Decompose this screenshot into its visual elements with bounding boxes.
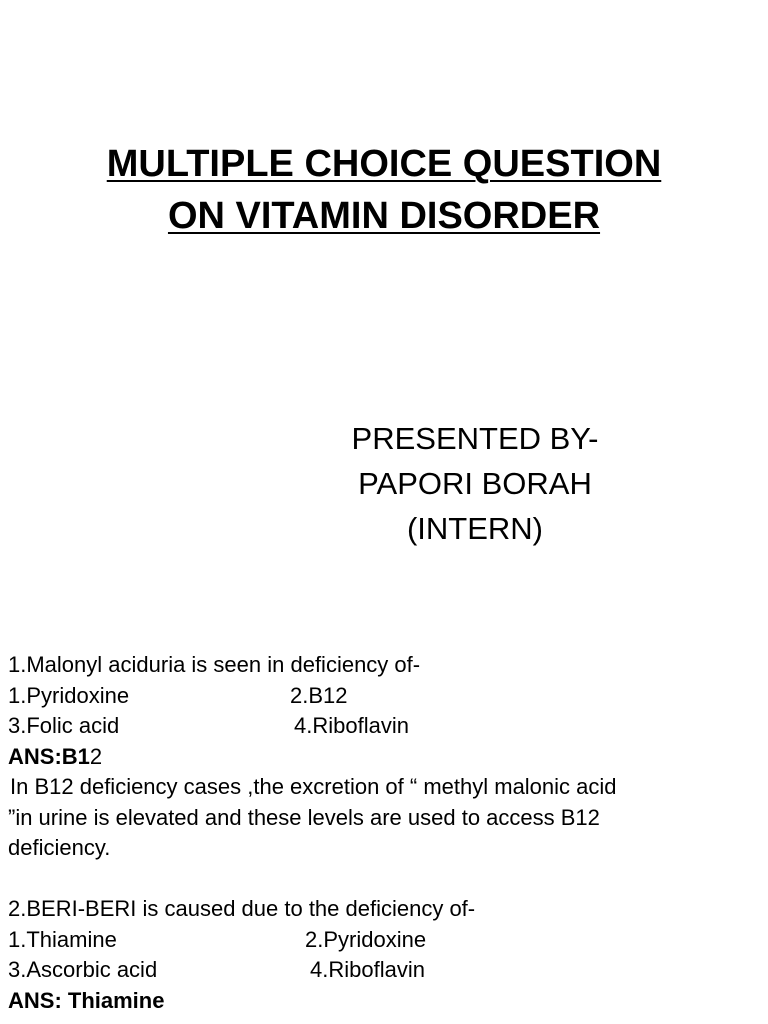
title-line-1: MULTIPLE CHOICE QUESTION (106, 143, 662, 185)
q2-option-4: 4.Riboflavin (310, 957, 425, 982)
question-2-text: 2.BERI-BERI is caused due to the deficiency of- (8, 896, 476, 921)
q2-option-2: 2.Pyridoxine (305, 926, 427, 952)
q1-explanation-line-2: ”in urine is elevated and these levels are used to access B12 (8, 804, 600, 830)
question-2-options-row-1 (8, 925, 760, 956)
slide-title (0, 138, 768, 242)
q1-option-2: 2.B12 (290, 682, 348, 708)
q1-option-3: 3.Folic acid (8, 713, 120, 738)
question-2-answer: ANS: Thiamine (8, 987, 165, 1013)
q2-option-3: 3.Ascorbic acid (8, 957, 158, 982)
presenter-name: PAPORI BORAH (358, 466, 592, 501)
presenter-role: (INTERN) (406, 511, 544, 546)
q1-answer-bold: ANS:B1 (8, 743, 90, 769)
question-1-options-row-1 (8, 681, 760, 712)
question-1-answer (8, 742, 760, 773)
q1-option-1: 1.Pyridoxine (8, 682, 130, 708)
spacer (8, 864, 760, 895)
question-1-options-row-2 (8, 711, 760, 742)
question-list (8, 650, 760, 1016)
presenter-block (300, 416, 650, 551)
question-2-options-row-2 (8, 955, 760, 986)
q1-explanation-line-3: deficiency. (8, 835, 111, 860)
q1-answer-tail: 2 (89, 743, 103, 769)
title-line-2: ON VITAMIN DISORDER (167, 195, 601, 237)
presenter-label: PRESENTED BY- (351, 421, 599, 456)
q1-option-4: 4.Riboflavin (294, 713, 409, 738)
q1-explanation-line-1: In B12 deficiency cases ,the excretion of “ methyl malonic acid (10, 774, 617, 799)
question-1-text: 1.Malonyl aciduria is seen in deficiency of- (8, 652, 421, 677)
q2-option-1: 1.Thiamine (8, 926, 117, 952)
